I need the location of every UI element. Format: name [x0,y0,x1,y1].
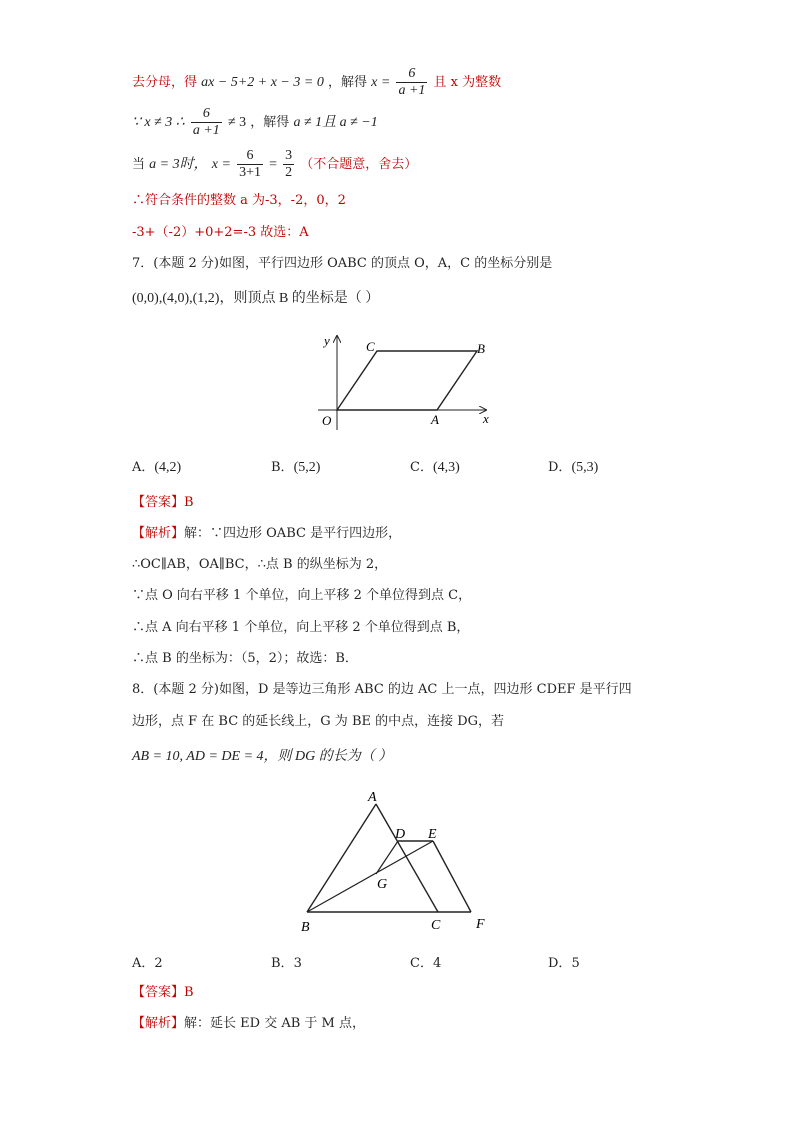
option-value: (4,2) [154,460,182,475]
text: ，解得 [327,75,367,90]
side-ac [376,804,438,912]
text: 去分母，得 [132,75,198,90]
q7-option-b [271,456,320,476]
option-letter: C． [410,956,433,971]
option-letter: D． [548,460,572,475]
analysis-label: 【解析】 [132,1016,185,1031]
answer-value: B [184,985,194,1000]
equation: x = [371,75,391,90]
option-letter: D． [548,956,572,971]
numerator: 6 [237,148,263,165]
q7-analysis-2: ∴OC∥AB，OA∥BC，∴点 B 的纵坐标为 2， [132,557,388,572]
denominator: a +1 [192,123,220,138]
option-value: (4,3) [432,460,460,475]
analysis-text: 解：∵四边形 OABC 是平行四边形， [184,526,402,541]
q8-option-b [271,952,302,971]
label-a: A [368,790,377,805]
fraction [283,148,294,181]
denominator: 2 [285,165,293,180]
q7-option-d [548,456,598,476]
condition: a ≠ 1且 a ≠ −1 [293,115,378,130]
q7-option-a [132,456,181,476]
condition: ∵ x ≠ 3 ∴ [132,115,185,130]
answer-label: 【答案】 [132,495,185,510]
equation: ax − 5+2 + x − 3 = 0 [201,75,324,90]
parallelogram-oabc [337,351,477,410]
side-ef [433,841,471,912]
label-e: E [428,827,437,842]
option-value: 5 [571,956,580,971]
option-value: 2 [154,956,163,971]
answer-value: B [184,495,194,510]
q8-option-c [410,952,441,971]
analysis-label: 【解析】 [132,526,185,541]
option-letter: B． [271,460,294,475]
analysis-text: 解：延长 ED 交 AB 于 M 点， [184,1016,365,1031]
q7-option-c [410,456,460,476]
option-value: (5,3) [571,460,599,475]
text: （不合题意，舍去） [300,157,418,172]
segment-dg [376,841,398,874]
option-letter: A． [132,460,155,475]
label-c: C [431,918,441,933]
label-g: G [377,877,388,892]
q8-answer [132,984,194,1002]
label-x: x [483,411,489,426]
option-letter: A． [132,956,155,971]
option-value: 4 [432,956,442,971]
denominator: a +1 [398,83,426,98]
label-b: B [477,341,485,356]
numerator: 6 [396,66,427,83]
q8-option-d [548,952,580,971]
option-letter: B． [271,956,294,971]
q7-answer [132,494,194,512]
equation: x = [211,157,231,172]
q8-stem-line-2: 边形，点 F 在 BC 的延长线上，G 为 BE 的中点，连接 DG，若 [132,714,505,729]
denominator: 3+1 [239,165,261,180]
numerator: 6 [191,106,222,123]
q7-analysis-1 [132,525,401,543]
solution-line-3 [132,148,417,181]
q8-stem-line-1: 8．(本题 2 分)如图，D 是等边三角形 ABC 的边 AC 上一点，四边形 CDEF 是平行四 [132,682,632,697]
text: 且 x 为整数 [433,75,502,90]
text: 当 [132,157,146,172]
solution-line-1 [132,66,501,99]
q7-figure [300,330,500,435]
q8-analysis-1 [132,1015,365,1033]
solution-line-5: -3+（-2）+0+2=-3 故选：A [132,225,309,240]
fraction [237,148,263,181]
label-b: B [301,920,310,935]
label-c: C [366,339,375,354]
option-letter: C． [410,460,433,475]
q7-stem-line-1: 7．(本题 2 分)如图，平行四边形 OABC 的顶点 O，A，C 的坐标分别是 [132,256,553,271]
segment-be [307,841,433,912]
q7-stem-line-2: (0,0),(4,0),(1,2)，则顶点 B 的坐标是（ ） [132,291,380,306]
option-value: (5,2) [293,460,321,475]
fraction [191,106,222,139]
fraction [396,66,427,99]
q7-analysis-4: ∴点 A 向右平移 1 个单位，向上平移 2 个单位得到点 B， [132,620,470,635]
label-a: A [431,412,439,427]
label-d: D [395,827,406,842]
label-f: F [476,917,485,932]
equals: = [269,157,278,172]
label-y: y [324,333,330,348]
label-o: O [322,413,332,428]
solution-line-2 [132,106,378,139]
answer-label: 【答案】 [132,985,185,1000]
q7-analysis-3: ∵点 O 向右平移 1 个单位，向上平移 2 个单位得到点 C， [132,588,472,603]
side-ab [307,804,376,912]
numerator: 3 [285,148,293,163]
solution-line-4: ∴符合条件的整数 a 为-3，-2，0，2 [132,193,346,208]
q8-figure [295,786,495,936]
q7-analysis-5: ∴点 B 的坐标为：（5，2）；故选：B． [132,651,358,666]
condition: a = 3时， [149,157,208,172]
inequality: ≠ 3 [227,115,247,130]
q8-option-a [132,952,163,971]
text: ，解得 [250,115,290,130]
q8-stem-line-3: AB = 10, AD = DE = 4，则 DG 的长为（ ） [132,749,393,764]
option-value: 3 [293,956,302,971]
